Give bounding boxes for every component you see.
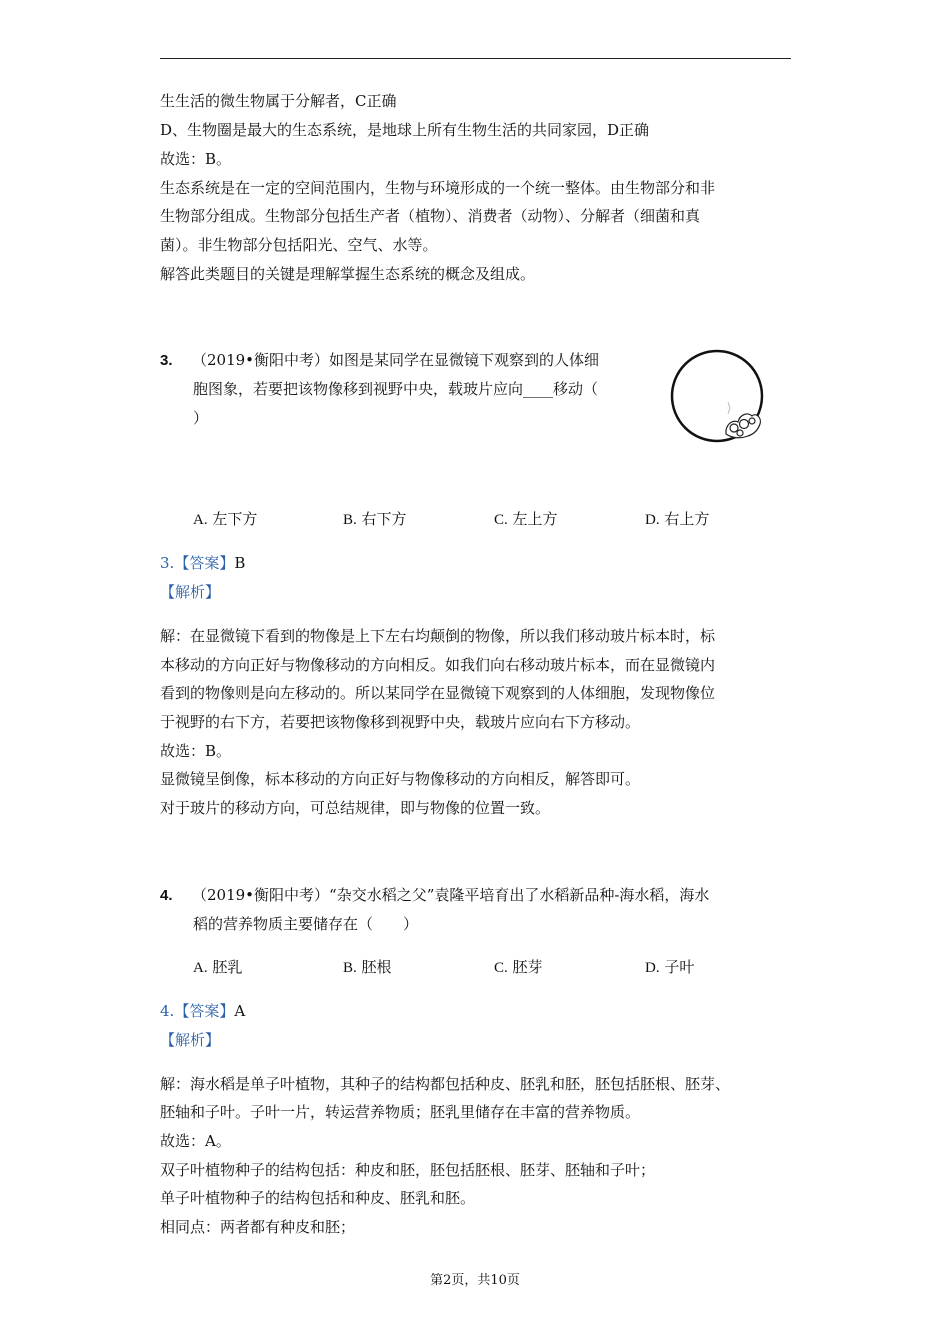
- question-4-stem: [160, 885, 709, 906]
- analysis-label: 【解析】: [160, 1031, 221, 1049]
- option-a[interactable]: A. 左下方: [193, 510, 258, 528]
- header-rule: [160, 58, 791, 59]
- continuation-line: 生物部分组成。生物部分包括生产者（植物）、消费者（动物）、分解者（细菌和真: [160, 207, 701, 225]
- question-3-stem: [160, 350, 599, 371]
- continuation-line: 菌）。非生物部分包括阳光、空气、水等。: [160, 236, 438, 254]
- analysis-line: 胚轴和子叶。子叶一片，转运营养物质；胚乳里储存在丰富的营养物质。: [160, 1103, 641, 1121]
- question-number: 3.: [160, 352, 173, 369]
- analysis-line: 故选：A。: [160, 1132, 231, 1150]
- microscope-view-figure: [668, 348, 766, 444]
- analysis-line: 相同点：两者都有种皮和胚；: [160, 1218, 356, 1236]
- answer-number: 3.: [160, 554, 175, 572]
- question-text: （2019•衡阳中考）“杂交水稻之父”袁隆平培育出了水稻新品种-海水稻，海水: [192, 886, 710, 904]
- option-d[interactable]: D. 子叶: [645, 958, 695, 976]
- analysis-line: 解：海水稻是单子叶植物，其种子的结构都包括种皮、胚乳和胚，胚包括胚根、胚芽、: [160, 1075, 731, 1093]
- option-c[interactable]: C. 左上方: [494, 510, 558, 528]
- continuation-line: 生态系统是在一定的空间范围内，生物与环境形成的一个统一整体。由生物部分和非: [160, 179, 716, 197]
- answer-3: [160, 553, 245, 573]
- option-d[interactable]: D. 右上方: [645, 510, 710, 528]
- question-number: 4.: [160, 887, 173, 904]
- analysis-line: 故选：B。: [160, 742, 232, 760]
- continuation-line: 故选：B。: [160, 150, 232, 168]
- analysis-line: 看到的物像则是向左移动的。所以某同学在显微镜下观察到的人体细胞，发现物像位: [160, 684, 716, 702]
- analysis-line: 对于玻片的移动方向，可总结规律，即与物像的位置一致。: [160, 799, 551, 817]
- continuation-line: 解答此类题目的关键是理解掌握生态系统的概念及组成。: [160, 265, 536, 283]
- answer-number: 4.: [160, 1002, 175, 1020]
- question-text: （2019•衡阳中考）如图是某同学在显微镜下观察到的人体细: [192, 351, 600, 369]
- continuation-line: 生生活的微生物属于分解者，C正确: [160, 92, 397, 110]
- analysis-line: 于视野的右下方，若要把该物像移到视野中央，载玻片应向右下方移动。: [160, 713, 641, 731]
- answer-value: A: [234, 1002, 246, 1020]
- question-4-line2: 稻的营养物质主要储存在（ ）: [193, 915, 419, 933]
- analysis-line: 显微镜呈倒像，标本移动的方向正好与物像移动的方向相反，解答即可。: [160, 770, 641, 788]
- answer-label: 【答案】: [174, 554, 235, 572]
- answer-4: [160, 1001, 245, 1021]
- answer-label: 【答案】: [174, 1002, 235, 1020]
- option-c[interactable]: C. 胚芽: [494, 958, 543, 976]
- continuation-line: D、生物圈是最大的生态系统，是地球上所有生物生活的共同家园，D正确: [160, 121, 650, 139]
- answer-value: B: [234, 554, 246, 572]
- analysis-line: 本移动的方向正好与物像移动的方向相反。如我们向右移动玻片标本，而在显微镜内: [160, 656, 716, 674]
- question-3-line3: ）: [193, 409, 209, 427]
- question-3-line2: 胞图象，若要把该物像移到视野中央，载玻片应向____移动（: [193, 380, 599, 398]
- analysis-line: 解：在显微镜下看到的物像是上下左右均颠倒的物像，所以我们移动玻片标本时，标: [160, 627, 716, 645]
- option-a[interactable]: A. 胚乳: [193, 958, 243, 976]
- analysis-line: 单子叶植物种子的结构包括和种皮、胚乳和胚。: [160, 1189, 476, 1207]
- analysis-label: 【解析】: [160, 583, 221, 601]
- page-footer: 第2页，共10页: [430, 1273, 520, 1288]
- option-b[interactable]: B. 胚根: [343, 958, 392, 976]
- analysis-line: 双子叶植物种子的结构包括：种皮和胚，胚包括胚根、胚芽、胚轴和子叶；: [160, 1161, 656, 1179]
- option-b[interactable]: B. 右下方: [343, 510, 407, 528]
